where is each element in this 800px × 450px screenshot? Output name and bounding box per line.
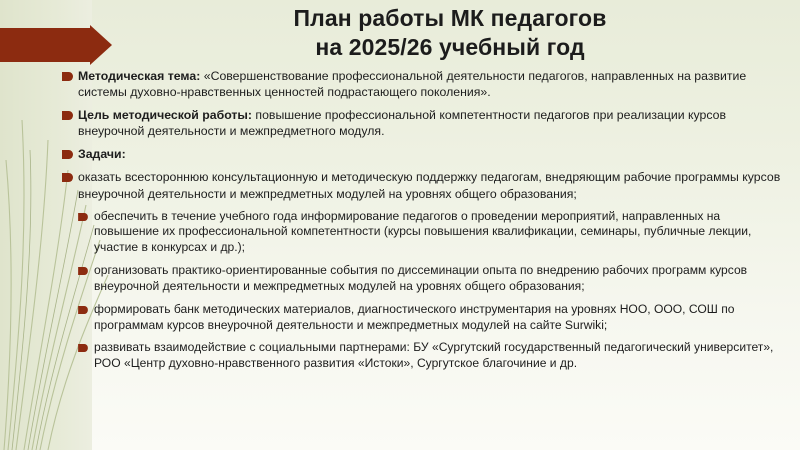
bullet-list (62, 68, 786, 379)
accent-arrow-bar (0, 28, 92, 62)
bullet-marker-icon (78, 263, 94, 275)
list-item-body: организовать практико-ориентированные события по диссеминации опыта по внедрению рабочих программ курсов внеурочной деятельности и межпредметных модулей на уровнях общего образования; (94, 263, 748, 293)
accent-arrow-head (90, 25, 112, 65)
list-item (78, 340, 786, 372)
list-item (62, 169, 786, 201)
list-item-body: обеспечить в течение учебного года информирование педагогов о проведении мероприятий, направленных на повышение их профессиональной компетентности (курсы повышения квалификации, семинары, публичные лекции, участие в конкурсах и др.); (94, 208, 752, 255)
list-item-body: повышение профессиональной компетентности педагогов при реализации курсов внеурочной деятельности и межпредметного модуля. (78, 108, 727, 139)
list-item (78, 302, 786, 334)
list-item (78, 263, 786, 295)
bullet-marker-icon (78, 302, 94, 314)
list-item-text (94, 340, 786, 372)
list-item (62, 68, 786, 100)
list-item-body: «Совершенствование профессиональной деятельности педагогов, направленных на развитие системы духовно-нравственных ценностей подрастающего поколения». (78, 69, 747, 100)
list-item-lead: Задачи: (78, 147, 126, 162)
list-item-text (78, 169, 786, 201)
list-item-body: формировать банк методических материалов, диагностического инструментария на уровнях НОО, ООО, СОШ по программам курсов внеурочной деятельности и межпредметных модулей на сайте Surwiki; (94, 301, 735, 332)
list-item-body: оказать всестороннюю консультационную и методическую поддержку педагогам, внедряющим рабочие программы курсов внеурочной деятельности и межпредметных модулей на уровнях общего образования; (78, 170, 781, 201)
bullet-marker-icon (62, 146, 78, 159)
accent-arrow (0, 28, 120, 62)
list-item-lead: Методическая тема: (78, 69, 201, 83)
list-item (78, 209, 786, 256)
bullet-marker-icon (62, 68, 78, 81)
bullet-marker-icon (78, 340, 94, 352)
list-item-text (94, 263, 786, 295)
list-item-text (94, 209, 786, 256)
bullet-marker-icon (62, 169, 78, 182)
list-item (62, 146, 786, 162)
list-item-text (78, 68, 786, 100)
title-line-1: План работы МК педагогов (293, 5, 607, 31)
bullet-marker-icon (62, 107, 78, 120)
list-item-text (94, 302, 786, 334)
list-item-lead: Цель методической работы: (78, 108, 253, 123)
bullet-marker-icon (78, 209, 94, 221)
list-item-text (78, 107, 786, 139)
page-title (120, 4, 780, 62)
list-item-text (78, 146, 786, 162)
list-item-body: развивать взаимодействие с социальными партнерами: БУ «Сургутский государственный педагогический университет», РОО «Центр духовно-нравственного развития «Истоки», Сургутское благочиние и др. (94, 340, 774, 371)
title-line-2: на 2025/26 учебный год (315, 33, 585, 60)
list-item (62, 107, 786, 139)
